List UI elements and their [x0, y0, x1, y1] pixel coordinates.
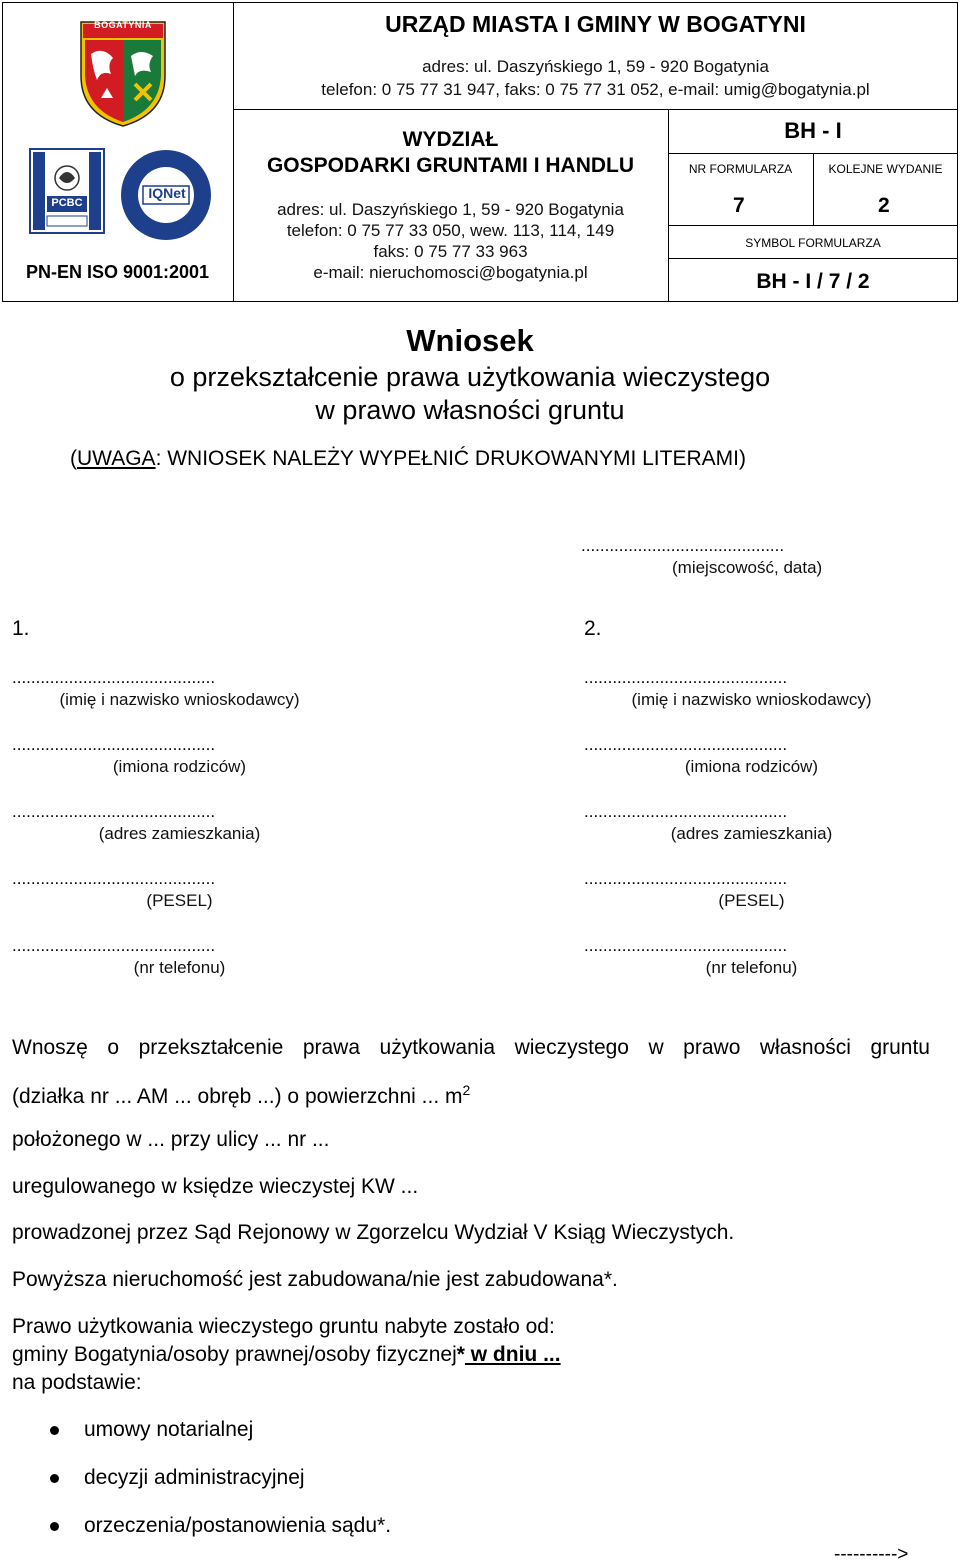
form-number-value: 7 — [733, 194, 745, 217]
form-code: BH - I — [784, 118, 842, 143]
edition-value: 2 — [878, 194, 890, 217]
office-name: URZĄD MIASTA I GMINY W BOGATYNI — [385, 11, 806, 37]
date-field[interactable]: w dniu ... — [464, 1343, 561, 1366]
applicant-2-parents-label: (imiona rodziców) — [684, 757, 819, 776]
crest-label: BOGATYNIA — [94, 20, 152, 30]
form-subtitle-2: w prawo własności gruntu — [315, 395, 625, 425]
bogatynia-crest-icon — [77, 18, 169, 130]
applicant-1-parents-label: (imiona rodziców) — [112, 757, 247, 776]
request-line-2: (działka nr ... AM ... obręb ...) o powierzchni ... $m^2$ — [12, 1082, 471, 1108]
request-line-5: prowadzonej przez Sąd Rejonowy w Zgorzelcu Wydział V Ksiąg Wieczystych. — [12, 1221, 735, 1244]
symbol-value: BH - I / 7 / 2 — [756, 270, 870, 293]
form-subtitle-1: o przekształcenie prawa użytkowania wieczystego — [169, 362, 771, 392]
iqnet-text: IQNet — [148, 185, 186, 201]
applicant-2-name-dots[interactable]: ........................................... — [584, 668, 788, 687]
applicant-2-phone-label: (nr telefonu) — [705, 958, 798, 977]
applicant-2-parents-dots[interactable]: ........................................... — [584, 735, 788, 754]
applicant-1-number: 1. — [12, 617, 30, 640]
pcbc-logo-text: PCBC — [51, 197, 83, 209]
request-line-4: uregulowanego w księdze wieczystej KW ... — [12, 1175, 419, 1198]
applicant-1-pesel-dots[interactable]: ........................................... — [12, 869, 216, 888]
bullet-icon — [50, 1426, 59, 1435]
applicant-1-phone-dots[interactable]: ........................................... — [12, 936, 216, 955]
basis-line: na podstawie: — [12, 1371, 142, 1394]
acquired-from-line: Prawo użytkowania wieczystego gruntu nabyte zostało od: — [12, 1315, 555, 1338]
basis-option-decision[interactable]: decyzji administracyjnej — [84, 1466, 305, 1489]
development-status-line: Powyższa nieruchomość jest zabudowana/nie jest zabudowana*. — [12, 1268, 618, 1291]
basis-option-notarial[interactable]: umowy notarialnej — [84, 1418, 254, 1441]
applicant-2-pesel-dots[interactable]: ........................................... — [584, 869, 788, 888]
iso-label: PN-EN ISO 9001:2001 — [25, 262, 210, 282]
applicant-2-name-label: (imię i nazwisko wnioskodawcy) — [631, 690, 872, 709]
dept-fax: faks: 0 75 77 33 963 — [373, 242, 528, 261]
grid-line — [668, 225, 958, 226]
dept-phone: telefon: 0 75 77 33 050, wew. 113, 114, 149 — [286, 221, 615, 240]
applicant-2-address-dots[interactable]: ........................................... — [584, 802, 788, 821]
applicant-2-address-label: (adres zamieszkania) — [670, 824, 833, 843]
applicant-1-pesel-label: (PESEL) — [146, 891, 213, 910]
certified-logo-text — [0, 0, 1, 1]
dept-email: e-mail: nieruchomosci@bogatynia.pl — [313, 263, 588, 282]
form-number-label: NR FORMULARZA — [688, 162, 793, 176]
place-date-dots[interactable]: ........................................... — [581, 536, 785, 555]
office-address: adres: ul. Daszyńskiego 1, 59 - 920 Bogatynia — [422, 57, 769, 76]
applicant-1-address-label: (adres zamieszkania) — [98, 824, 261, 843]
grid-line — [233, 109, 958, 110]
place-date-label: (miejscowość, data) — [672, 558, 823, 577]
uwaga-label: UWAGA — [77, 447, 156, 470]
applicant-2-number: 2. — [584, 617, 602, 640]
symbol-label: SYMBOL FORMULARZA — [745, 236, 881, 250]
applicant-1-name-dots[interactable]: ........................................... — [12, 668, 216, 687]
basis-option-court[interactable]: orzeczenia/postanowienia sądu*. — [84, 1514, 392, 1537]
office-contact: telefon: 0 75 77 31 947, faks: 0 75 77 31 052, e-mail: umig@bogatynia.pl — [321, 80, 870, 99]
request-line-1: Wnoszę o przekształcenie prawa użytkowania wieczystego w prawo własności gruntu — [12, 1036, 930, 1059]
square-meter-superscript: 2 — [462, 1082, 471, 1098]
request-line-3: położonego w ... przy ulicy ... nr ... — [12, 1128, 330, 1151]
bullet-icon — [50, 1522, 59, 1531]
department-title-2: GOSPODARKI GRUNTAMI I HANDLU — [266, 154, 635, 177]
applicant-1-parents-dots[interactable]: ........................................... — [12, 735, 216, 754]
pcbc-certificate-logo-icon — [29, 148, 105, 234]
form-title: Wniosek — [406, 323, 534, 358]
grid-line — [668, 258, 958, 259]
department-title-1: WYDZIAŁ — [402, 128, 499, 151]
acquired-from-options-line: gminy Bogatynia/osoby prawnej/osoby fizycznej* w dniu ... — [12, 1343, 561, 1366]
applicant-2-pesel-label: (PESEL) — [718, 891, 785, 910]
dept-address: adres: ul. Daszyńskiego 1, 59 - 920 Bogatynia — [277, 200, 624, 219]
fill-instruction: (UWAGA: WNIOSEK NALEŻY WYPEŁNIĆ DRUKOWANYMI LITERAMI) — [70, 447, 746, 470]
applicant-1-address-dots[interactable]: ........................................... — [12, 802, 216, 821]
bullet-icon — [50, 1474, 59, 1483]
applicant-1-phone-label: (nr telefonu) — [133, 958, 226, 977]
applicant-2-phone-dots[interactable]: ........................................... — [584, 936, 788, 955]
continue-arrow: ----------> — [834, 1544, 909, 1565]
edition-label: KOLEJNE WYDANIE — [828, 162, 943, 176]
applicant-1-name-label: (imię i nazwisko wnioskodawcy) — [59, 690, 300, 709]
